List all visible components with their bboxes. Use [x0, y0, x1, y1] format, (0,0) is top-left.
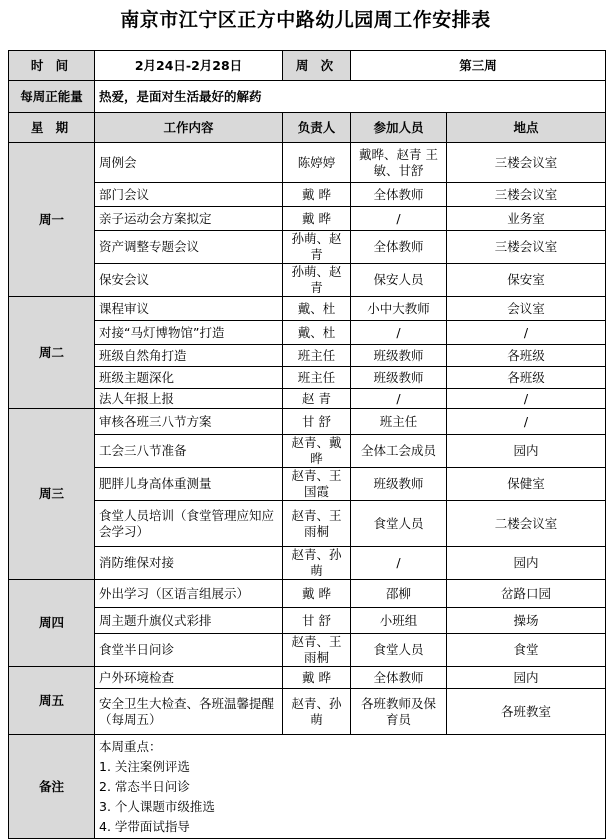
task-participants: 班级教师 — [351, 345, 447, 367]
task-place: 业务室 — [447, 207, 606, 231]
table-row — [9, 409, 606, 435]
task-participants: 各班教师及保育员 — [351, 689, 447, 735]
task-participants: 班级教师 — [351, 367, 447, 389]
notes-item: 3. 个人课题市级推选 — [99, 798, 215, 814]
task-person: 赵青、孙萌 — [283, 547, 351, 580]
motto-text: 热爱，是面对生活最好的解药 — [95, 81, 606, 113]
task-participants: / — [351, 547, 447, 580]
task-place: / — [447, 321, 606, 345]
task-place: 保安室 — [447, 264, 606, 297]
task-person: 孙萌、赵青 — [283, 264, 351, 297]
task-place: 各班级 — [447, 367, 606, 389]
table-row — [9, 264, 606, 297]
task-participants: 班级教师 — [351, 468, 447, 501]
table-row — [9, 389, 606, 409]
task-content: 户外环境检查 — [95, 667, 283, 689]
task-place: / — [447, 409, 606, 435]
table-row — [9, 231, 606, 264]
task-person: 班主任 — [283, 367, 351, 389]
col-person: 负责人 — [283, 113, 351, 143]
day-label: 周一 — [9, 143, 95, 297]
task-content: 安全卫生大检查、各班温馨提醒（每周五） — [95, 689, 283, 735]
table-row — [9, 468, 606, 501]
task-participants: 保安人员 — [351, 264, 447, 297]
task-content: 食堂人员培训（食堂管理应知应会学习） — [95, 501, 283, 547]
task-content: 法人年报上报 — [95, 389, 283, 409]
task-person: 赵青、戴晔 — [283, 435, 351, 468]
task-person: 戴、杜 — [283, 297, 351, 321]
task-place: 三楼会议室 — [447, 143, 606, 183]
task-person: 甘 舒 — [283, 409, 351, 435]
notes-content — [95, 735, 606, 839]
task-place: 各班级 — [447, 345, 606, 367]
notes-row — [9, 735, 606, 839]
task-place: 三楼会议室 — [447, 183, 606, 207]
task-place: 操场 — [447, 608, 606, 634]
task-content: 外出学习（区语言组展示） — [95, 580, 283, 608]
task-participants: 小班组 — [351, 608, 447, 634]
task-person: 赵青、孙萌 — [283, 689, 351, 735]
motto-label: 每周正能量 — [9, 81, 95, 113]
task-place: 食堂 — [447, 634, 606, 667]
col-content: 工作内容 — [95, 113, 283, 143]
table-row — [9, 183, 606, 207]
table-row — [9, 297, 606, 321]
date-range: 2月24日-2月28日 — [95, 51, 283, 81]
task-content: 部门会议 — [95, 183, 283, 207]
task-place: / — [447, 389, 606, 409]
table-row — [9, 345, 606, 367]
column-header-row — [9, 113, 606, 143]
time-label: 时 间 — [9, 51, 95, 81]
task-participants: 戴晔、赵青 王敏、甘舒 — [351, 143, 447, 183]
col-day: 星 期 — [9, 113, 95, 143]
task-content: 肥胖儿身高体重测量 — [95, 468, 283, 501]
task-participants: 班主任 — [351, 409, 447, 435]
task-person: 陈婷婷 — [283, 143, 351, 183]
table-row — [9, 501, 606, 547]
table-row — [9, 547, 606, 580]
col-place: 地点 — [447, 113, 606, 143]
task-person: 戴 晔 — [283, 207, 351, 231]
task-content: 工会三八节准备 — [95, 435, 283, 468]
task-place: 保健室 — [447, 468, 606, 501]
notes-heading: 本周重点： — [99, 738, 162, 754]
page-title: 南京市江宁区正方中路幼儿园周工作安排表 — [120, 9, 491, 31]
task-participants: / — [351, 389, 447, 409]
task-content: 保安会议 — [95, 264, 283, 297]
task-content: 消防维保对接 — [95, 547, 283, 580]
task-content: 审核各班三八节方案 — [95, 409, 283, 435]
table-row — [9, 608, 606, 634]
task-person: 戴 晔 — [283, 183, 351, 207]
task-place: 园内 — [447, 667, 606, 689]
task-participants: 食堂人员 — [351, 501, 447, 547]
task-participants: 全体教师 — [351, 183, 447, 207]
table-row — [9, 435, 606, 468]
task-person: 赵青、王雨桐 — [283, 634, 351, 667]
day-label: 周四 — [9, 580, 95, 667]
table-row — [9, 667, 606, 689]
task-person: 甘 舒 — [283, 608, 351, 634]
task-person: 赵 青 — [283, 389, 351, 409]
motto-row — [9, 81, 606, 113]
notes-label: 备注 — [9, 735, 95, 839]
task-participants: 全体工会成员 — [351, 435, 447, 468]
task-content: 班级自然角打造 — [95, 345, 283, 367]
task-participants: 邵柳 — [351, 580, 447, 608]
task-person: 戴 晔 — [283, 667, 351, 689]
week-value: 第三周 — [351, 51, 606, 81]
task-content: 对接“马灯博物馆”打造 — [95, 321, 283, 345]
task-content: 周主题升旗仪式彩排 — [95, 608, 283, 634]
task-participants: 全体教师 — [351, 667, 447, 689]
task-participants: 小中大教师 — [351, 297, 447, 321]
table-row — [9, 321, 606, 345]
task-place: 各班教室 — [447, 689, 606, 735]
task-person: 赵青、王国霞 — [283, 468, 351, 501]
task-place: 园内 — [447, 435, 606, 468]
task-content: 班级主题深化 — [95, 367, 283, 389]
day-label: 周三 — [9, 409, 95, 580]
table-row — [9, 143, 606, 183]
task-person: 孙萌、赵青 — [283, 231, 351, 264]
task-content: 周例会 — [95, 143, 283, 183]
task-place: 岔路口园 — [447, 580, 606, 608]
col-participants: 参加人员 — [351, 113, 447, 143]
task-place: 三楼会议室 — [447, 231, 606, 264]
notes-item: 2. 常态半日问诊 — [99, 778, 190, 794]
header-row — [9, 51, 606, 81]
task-place: 园内 — [447, 547, 606, 580]
task-participants: 全体教师 — [351, 231, 447, 264]
table-row — [9, 689, 606, 735]
day-label: 周二 — [9, 297, 95, 409]
task-content: 食堂半日问诊 — [95, 634, 283, 667]
task-content: 亲子运动会方案拟定 — [95, 207, 283, 231]
table-row — [9, 207, 606, 231]
task-place: 会议室 — [447, 297, 606, 321]
table-row — [9, 580, 606, 608]
task-person: 戴 晔 — [283, 580, 351, 608]
table-row — [9, 634, 606, 667]
day-label: 周五 — [9, 667, 95, 735]
task-participants: / — [351, 321, 447, 345]
task-participants: 食堂人员 — [351, 634, 447, 667]
schedule-table — [8, 50, 606, 839]
task-person: 赵青、王雨桐 — [283, 501, 351, 547]
task-place: 二楼会议室 — [447, 501, 606, 547]
task-person: 班主任 — [283, 345, 351, 367]
task-content: 资产调整专题会议 — [95, 231, 283, 264]
task-content: 课程审议 — [95, 297, 283, 321]
task-person: 戴、杜 — [283, 321, 351, 345]
notes-item: 4. 学带面试指导 — [99, 818, 190, 834]
week-label: 周 次 — [283, 51, 351, 81]
notes-item: 1. 关注案例评选 — [99, 758, 190, 774]
table-row — [9, 367, 606, 389]
task-participants: / — [351, 207, 447, 231]
